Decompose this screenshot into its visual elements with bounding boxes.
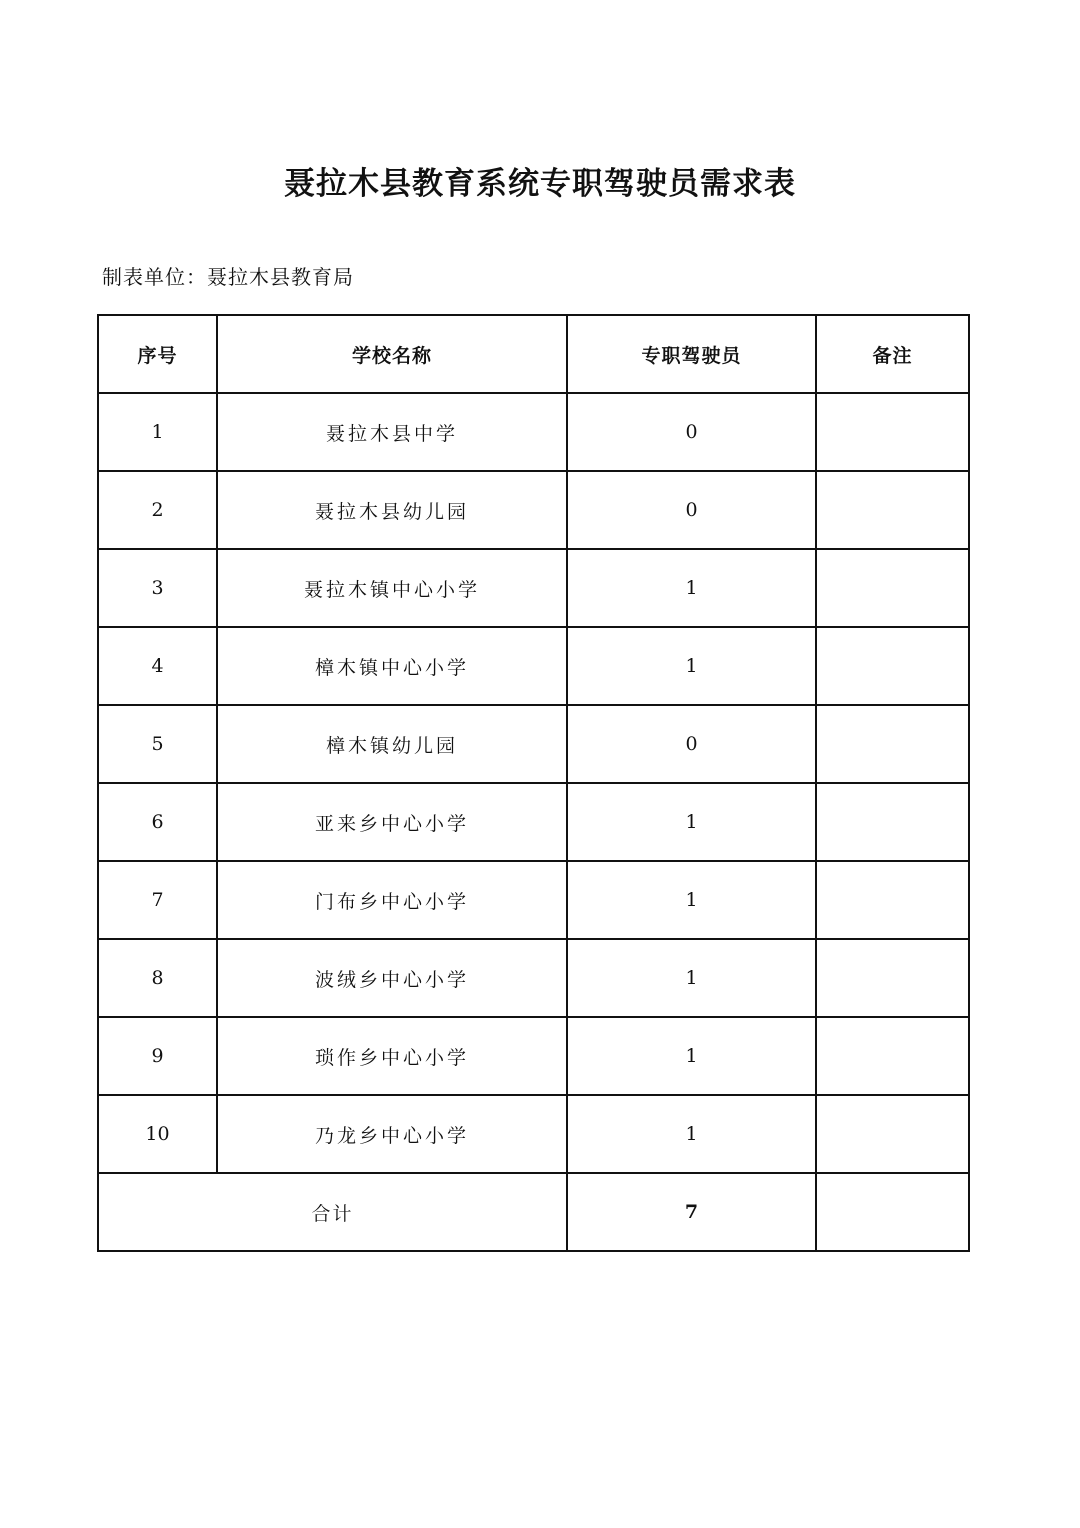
total-remarks [816, 1173, 969, 1251]
cell-index: 1 [98, 393, 217, 471]
table-row [98, 1095, 969, 1173]
table-row [98, 1017, 969, 1095]
cell-school-name: 聂拉木县幼儿园 [217, 471, 567, 549]
cell-remarks [816, 939, 969, 1017]
cell-remarks [816, 705, 969, 783]
cell-school-name: 亚来乡中心小学 [217, 783, 567, 861]
cell-index: 7 [98, 861, 217, 939]
cell-drivers: 0 [567, 705, 816, 783]
cell-remarks [816, 393, 969, 471]
cell-drivers: 1 [567, 1017, 816, 1095]
cell-drivers: 1 [567, 861, 816, 939]
table-row [98, 627, 969, 705]
table-row [98, 705, 969, 783]
cell-drivers: 0 [567, 393, 816, 471]
page-title: 聂拉木县教育系统专职驾驶员需求表 [284, 166, 796, 202]
cell-remarks [816, 1095, 969, 1173]
table-row [98, 783, 969, 861]
cell-remarks [816, 471, 969, 549]
cell-index: 3 [98, 549, 217, 627]
cell-remarks [816, 1017, 969, 1095]
cell-remarks [816, 549, 969, 627]
cell-school-name: 樟木镇中心小学 [217, 627, 567, 705]
cell-school-name: 琐作乡中心小学 [217, 1017, 567, 1095]
table-row [98, 549, 969, 627]
driver-demand-table [97, 314, 970, 1252]
cell-remarks [816, 627, 969, 705]
cell-remarks [816, 861, 969, 939]
cell-school-name: 门布乡中心小学 [217, 861, 567, 939]
cell-school-name: 樟木镇幼儿园 [217, 705, 567, 783]
header-drivers: 专职驾驶员 [567, 315, 816, 393]
cell-remarks [816, 783, 969, 861]
cell-drivers: 1 [567, 627, 816, 705]
cell-index: 8 [98, 939, 217, 1017]
cell-drivers: 1 [567, 939, 816, 1017]
cell-index: 2 [98, 471, 217, 549]
cell-drivers: 1 [567, 1095, 816, 1173]
cell-index: 5 [98, 705, 217, 783]
cell-school-name: 聂拉木镇中心小学 [217, 549, 567, 627]
issuing-unit: 制表单位：聂拉木县教育局 [102, 265, 354, 289]
table-row [98, 939, 969, 1017]
header-school-name: 学校名称 [217, 315, 567, 393]
cell-index: 10 [98, 1095, 217, 1173]
header-index: 序号 [98, 315, 217, 393]
cell-index: 9 [98, 1017, 217, 1095]
cell-drivers: 0 [567, 471, 816, 549]
table-row [98, 393, 969, 471]
cell-index: 6 [98, 783, 217, 861]
cell-drivers: 1 [567, 549, 816, 627]
cell-school-name: 波绒乡中心小学 [217, 939, 567, 1017]
table-row [98, 471, 969, 549]
cell-school-name: 聂拉木县中学 [217, 393, 567, 471]
header-remarks: 备注 [816, 315, 969, 393]
total-row [98, 1173, 969, 1251]
table-row [98, 861, 969, 939]
cell-index: 4 [98, 627, 217, 705]
table-header-row [98, 315, 969, 393]
cell-drivers: 1 [567, 783, 816, 861]
total-drivers: 7 [567, 1173, 816, 1251]
total-label: 合计 [98, 1173, 567, 1251]
cell-school-name: 乃龙乡中心小学 [217, 1095, 567, 1173]
